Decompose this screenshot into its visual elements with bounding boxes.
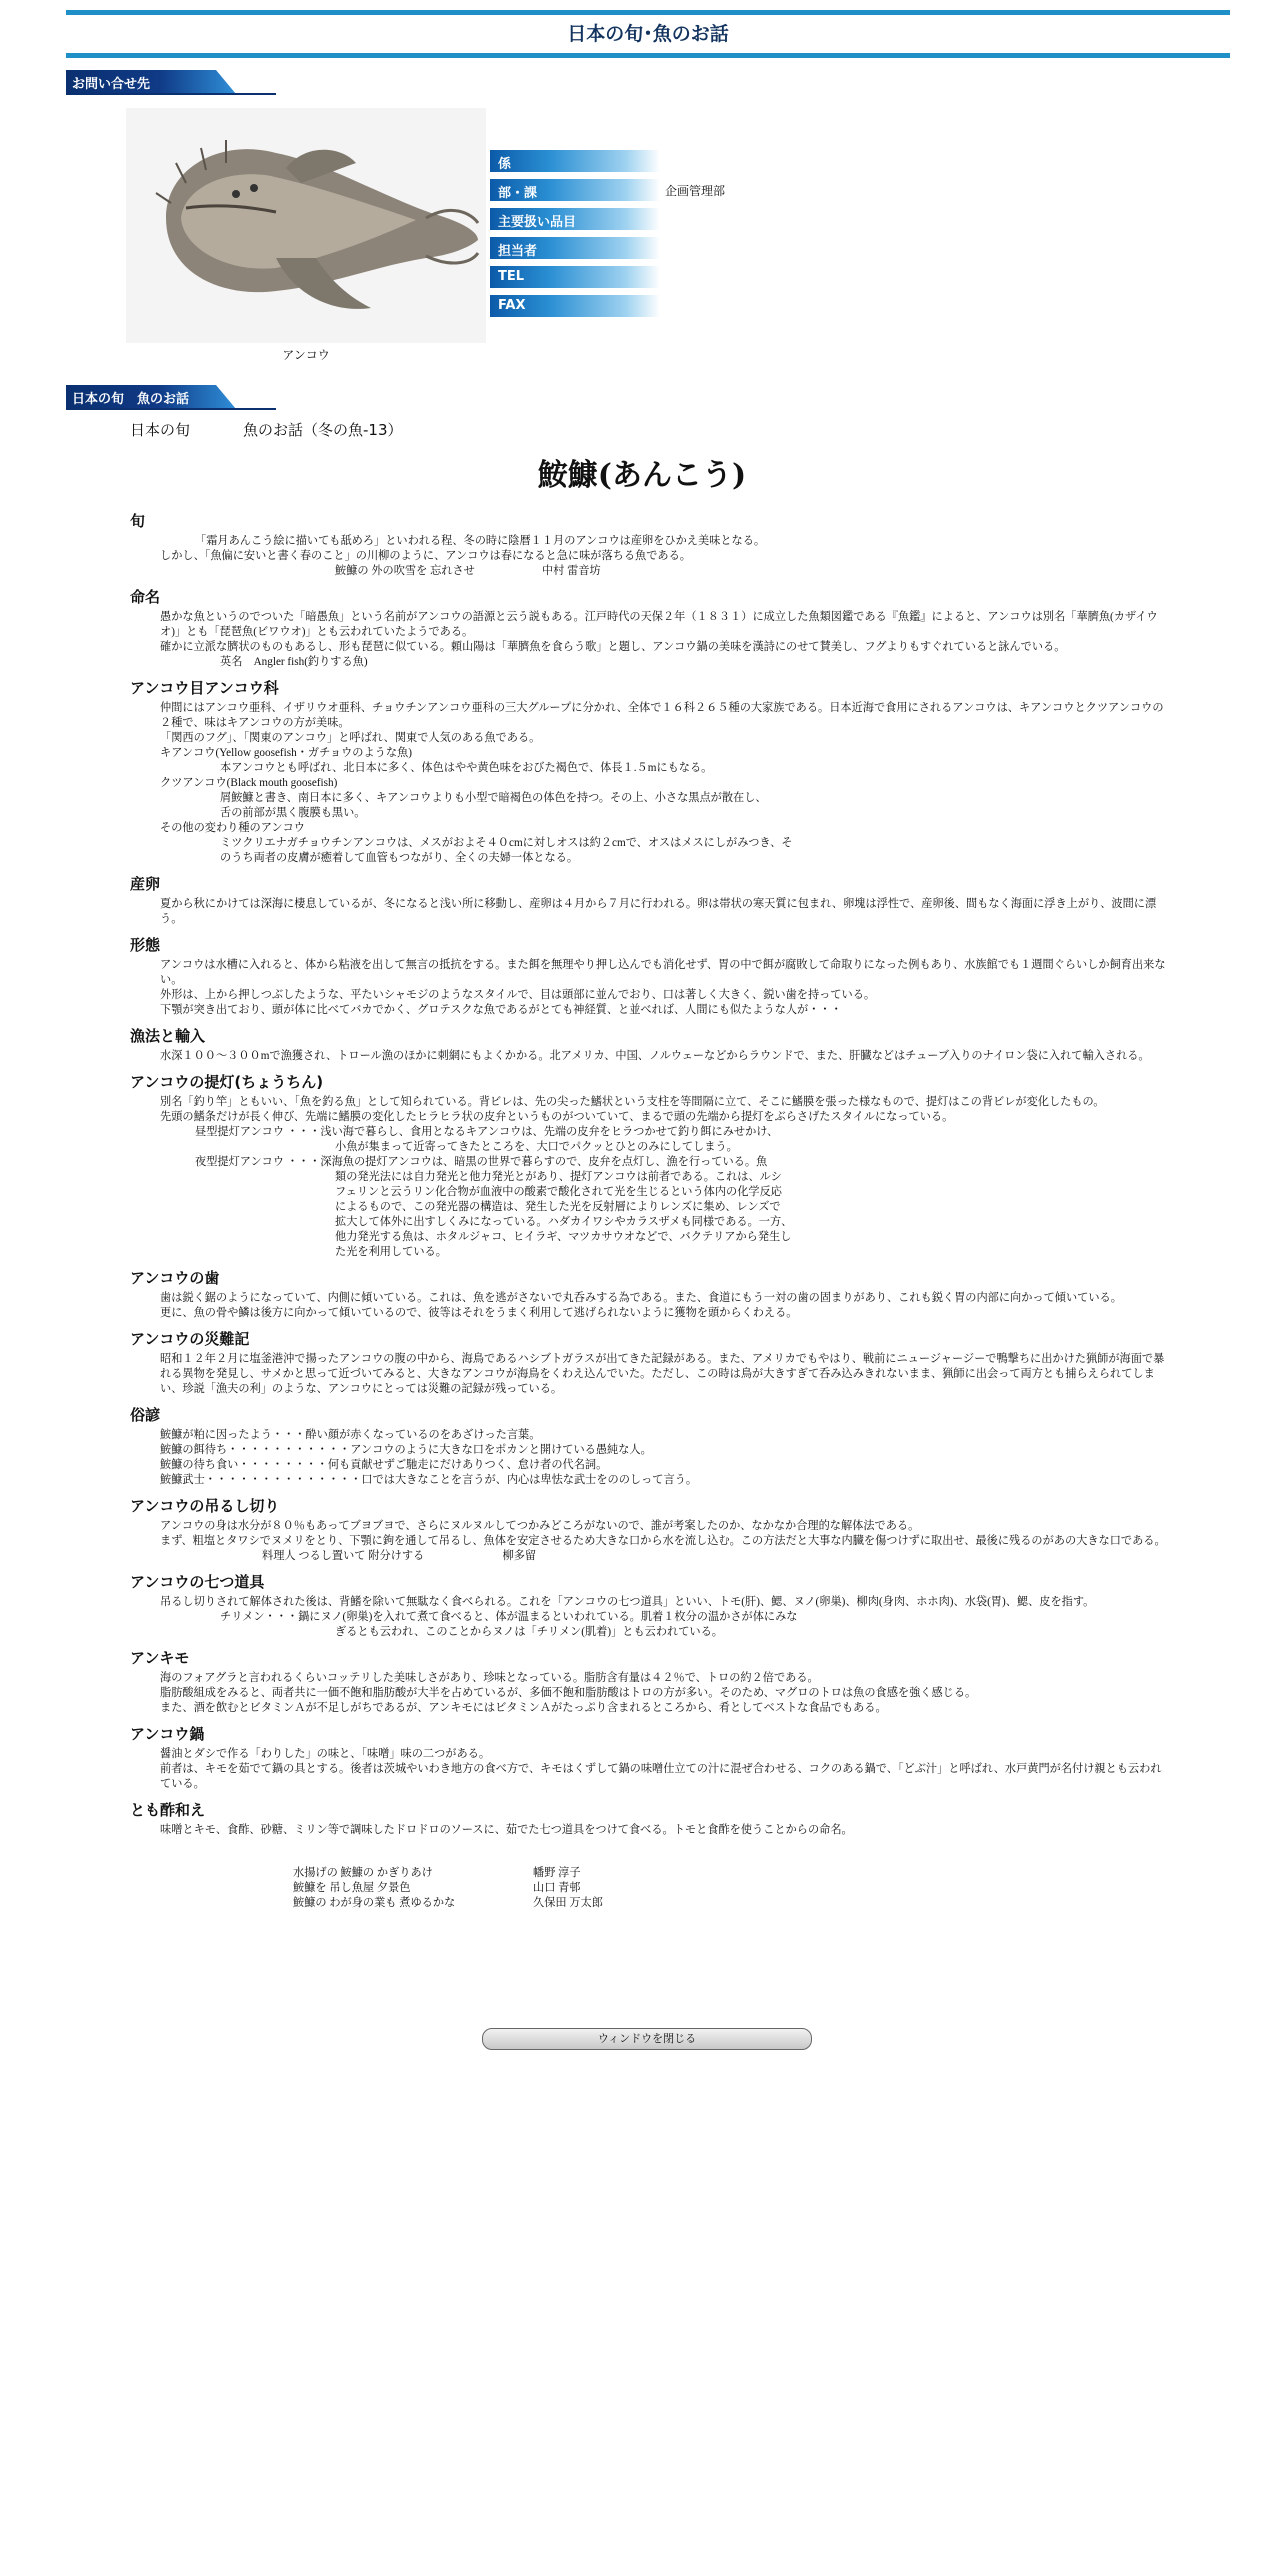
section-line: 前者は、キモを茹でて鍋の具とする。後者は茨城やいわき地方の食べ方で、キモはくずして鍋の味噌仕立ての汁に混ぜ合わせる、コクのある鍋で、「どぶ汁」と呼ばれ、水戸黄門が名付け親とも云われている。 (160, 1763, 1162, 1790)
section-line: 類の発光法には自力発光と他力発光とがあり、提灯アンコウは前者である。これは、ルシ (335, 1171, 782, 1183)
section-line: のうち両者の皮膚が癒着して血管もつながり、全くの夫婦一体となる。 (220, 852, 579, 864)
haiku-verse: 水揚げの 鮟鱇の かぎりあけ (293, 1867, 433, 1879)
section-heading: アンコウ目アンコウ科 (130, 679, 279, 697)
article-section (130, 1404, 1170, 1488)
section-body (130, 701, 1170, 866)
breadcrumb-subtitle: 魚のお話（冬の魚-13） (243, 421, 403, 439)
section-heading: とも酢和え (130, 1801, 206, 1819)
section-line: 外形は、上から押しつぶしたような、平たいシャモジのようなスタイルで、目は頭部に並んでおり、口は著しく大きく、鋭い歯を持っている。 (160, 989, 876, 1001)
section-line: アンコウの身は水分が８０％もあってブヨブヨで、さらにヌルヌルしてつかみどころがないので、誰が考案したのか、なかなか合理的な解体法である。 (160, 1520, 920, 1532)
section-line: 海のフォアグラと言われるくらいコッテリした美味しさがあり、珍味となっている。脂肪含有量は４２％で、トロの約２倍である。 (160, 1672, 819, 1684)
section-heading: 産卵 (130, 875, 161, 893)
story-tab (66, 385, 276, 409)
contact-field-kakari (490, 150, 660, 172)
article-section (130, 510, 1170, 579)
section-body (130, 534, 1170, 579)
section-line: 更に、魚の骨や鱗は後方に向かって傾いているので、彼等はそれをうまく利用して逃げられないように獲物を頭からくわえる。 (160, 1307, 798, 1319)
field-label: TEL (498, 269, 525, 284)
section-line: アンコウは水槽に入れると、体から粘液を出して無言の抵抗をする。また餌を無理やり押し込んでも消化せず、胃の中で餌が腐敗して命取りになった例もあり、水族館でも１週間ぐらいしか飼育出来ない。 (160, 959, 1166, 986)
article-section (130, 586, 1170, 670)
article-section (130, 1267, 1170, 1321)
section-heading: 俗諺 (130, 1406, 161, 1424)
section-heading: アンキモ (130, 1649, 190, 1667)
section-heading: 命名 (130, 588, 161, 606)
section-line: クツアンコウ(Black mouth goosefish) (160, 777, 338, 789)
section-body (130, 1428, 1170, 1488)
section-line: まず、粗塩とタワシでヌメリをとり、下顎に鉤を通して吊るし、魚体を安定させるため大きな口から水を流し込む。この方法だと大事な内臓を傷つけずに取出せ、最後に残るのがあの大きな口である。 (160, 1535, 1166, 1547)
section-line: によるもので、この発光器の構造は、発生した光を反射層によりレンズに集め、レンズで (335, 1201, 781, 1213)
haiku-row (293, 1896, 1170, 1911)
haiku-author: 幡野 淳子 (533, 1867, 581, 1879)
section-heading: アンコウの提灯(ちょうちん) (130, 1073, 324, 1091)
field-label: 係 (498, 157, 512, 172)
section-line: 愚かな魚というのでついた「暗愚魚」という名前がアンコウの語源と云う説もある。江戸時代の天保２年（１８３１）に成立した魚類図鑑である『魚鑑』によると、アンコウは別名「華臍魚(カザイウオ)」とも「琵琶魚(ビワウオ)」とも云われていたようである。 (160, 611, 1158, 638)
section-body (130, 1352, 1170, 1397)
haiku-verse: 鮟鱇を 吊し魚屋 夕景色 (293, 1882, 411, 1894)
section-line: しかし、「魚偏に安いと書く春のこと」の川柳のように、アンコウは春になると急に味が落ちる魚である。 (160, 550, 691, 562)
page-header-title: 日本の旬･魚のお話 (567, 23, 729, 45)
section-line: 料理人 つるし置いて 附分けする 柳多留 (262, 1550, 537, 1562)
article-section (130, 1071, 1170, 1260)
section-heading: 漁法と輸入 (130, 1027, 206, 1045)
section-line: フェリンと云うリン化合物が血液中の酸素で酸化されて光を生じるという体内の化学反応 (335, 1186, 782, 1198)
contact-field-fax (490, 295, 660, 317)
field-label: FAX (498, 298, 526, 313)
section-line: 水深１００～３００mで漁獲され、トロール漁のほかに刺網にもよくかかる。北アメリカ、中国、ノルウェーなどからラウンドで、また、肝臓などはチューブ入りのナイロン袋に入れて輸入される。 (160, 1050, 1150, 1062)
section-heading: アンコウの災難記 (130, 1330, 250, 1348)
section-body (130, 1595, 1170, 1640)
section-line: 鮟鱇武士・・・・・・・・・・・・・・口では大きなことを言うが、内心は卑怯な武士をののしって言う。 (160, 1474, 698, 1486)
article-body (130, 503, 1170, 1911)
section-line: 鮟鱇の待ち食い・・・・・・・・何も貢献せずご馳走にだけありつく、怠け者の代名詞。 (160, 1459, 608, 1471)
section-line: 鮟鱇が粕に因ったよう・・・酔い顔が赤くなっているのをあざけった言葉。 (160, 1429, 541, 1441)
article-section (130, 1571, 1170, 1640)
section-line: チリメン・・・鍋にヌノ(卵巣)を入れて煮て食べると、体が温まるといわれている。肌着１枚分の温かさが体にみな (220, 1611, 798, 1623)
section-line: 夏から秋にかけては深海に棲息しているが、冬になると浅い所に移動し、産卵は４月から７月に行われる。卵は帯状の寒天質に包まれ、卵塊は浮性で、産卵後、間もなく海面に浮き上がり、波間に漂う。 (160, 898, 1157, 925)
section-heading: アンコウの歯 (130, 1269, 220, 1287)
section-line: ぎるとも云われ、このことからヌノは「チリメン(肌着)」とも云われている。 (335, 1626, 723, 1638)
field-label: 部・課 (498, 186, 538, 201)
haiku-author: 久保田 万太郎 (533, 1897, 603, 1909)
field-label: 担当者 (498, 244, 538, 259)
header-bar (66, 10, 1230, 58)
section-body (130, 1291, 1170, 1321)
breadcrumb-category: 日本の旬 (130, 421, 191, 439)
section-line: 夜型提灯アンコウ ・・・深海魚の提灯アンコウは、暗黒の世界で暮らすので、皮弁を点灯し、漁を行っている。魚 (195, 1156, 768, 1168)
section-line: 鮟鱇の餌待ち・・・・・・・・・・・アンコウのように大きな口をポカンと開けている愚純な人。 (160, 1444, 652, 1456)
article-section (130, 1025, 1170, 1064)
section-line: 英名 Angler fish(釣りする魚) (220, 656, 368, 668)
section-line: キアンコウ(Yellow goosefish・ガチョウのような魚) (160, 747, 412, 759)
section-line: 小魚が集まって近寄ってきたところを、大口でパクッとひとのみにしてしまう。 (335, 1141, 738, 1153)
contact-field-department (490, 179, 660, 201)
anglerfish-photo (126, 108, 486, 343)
section-body (130, 1747, 1170, 1792)
section-line: その他の変わり種のアンコウ (160, 822, 305, 834)
section-line: 下顎が突き出ており、頭が体に比べてバカでかく、グロテスクな魚であるがとても神経質、と並べれば、人間にも似たような人が・・・ (160, 1004, 842, 1016)
haiku-verse: 鮟鱇の わが身の業も 煮ゆるかな (293, 1897, 456, 1909)
article-section (130, 1723, 1170, 1792)
close-window-button[interactable]: ウィンドウを閉じる (482, 2028, 812, 2050)
section-line: 先頭の鰭条だけが長く伸び、先端に鰭膜の変化したヒラヒラ状の皮弁というものがついていて、まるで頭の先端から提灯をぶらさげたスタイルになっている。 (160, 1111, 954, 1123)
haiku-author: 山口 青邨 (533, 1882, 581, 1894)
article-section (130, 873, 1170, 927)
section-line: 味噌とキモ、食酢、砂糖、ミリン等で調味したドロドロのソースに、茹でた七つ道具をつけて食べる。トモと食酢を使うことからの命名。 (160, 1824, 853, 1836)
section-line: また、酒を飲むとビタミンＡが不足しがちであるが、アンキモにはビタミンＡがたっぷり含まれるところから、肴としてベストな食品でもある。 (160, 1702, 887, 1714)
section-line: 「霜月あんこう絵に描いても舐めろ」といわれる程、冬の時に陰暦１１月のアンコウは産卵をひかえ美味となる。 (195, 535, 766, 547)
section-line: た光を利用している。 (335, 1246, 447, 1258)
contact-field-tel (490, 266, 660, 288)
haiku-row (293, 1866, 1170, 1881)
section-line: 屑鮟鱇と書き、南日本に多く、キアンコウよりも小型で暗褐色の体色を持つ。その上、小さな黒点が散在し、 (220, 792, 767, 804)
section-line: 確かに立派な臍状のものもあるし、形も琵琶に似ている。頼山陽は「華臍魚を食らう歌」と題し、アンコウ鍋の美味を漢詩にのせて賛美し、フグよりもすぐれていると詠んでいる。 (160, 641, 1066, 653)
contact-tab (66, 70, 276, 94)
section-body (130, 1823, 1170, 1838)
article-section (130, 934, 1170, 1018)
section-line: 鮟鱇の 外の吹雪を 忘れさせ 中村 雷音坊 (335, 565, 601, 577)
story-tab-label: 日本の旬 魚のお話 (72, 392, 190, 407)
section-heading: 旬 (130, 512, 146, 530)
section-body (130, 1519, 1170, 1564)
section-heading: アンコウ鍋 (130, 1725, 205, 1743)
field-label: 主要扱い品目 (498, 215, 577, 230)
section-line: 吊るし切りされて解体された後は、背鰭を除いて無駄なく食べられる。これを「アンコウの七つ道具」といい、トモ(肝)、鰓、ヌノ(卵巣)、柳肉(身肉、ホホ肉)、水袋(胃)、鰓、皮を指す。 (160, 1596, 1095, 1608)
article-section (130, 1495, 1170, 1564)
section-line: 昼型提灯アンコウ ・・・浅い海で暮らし、食用となるキアンコウは、先端の皮弁をヒラつかせて釣り餌にみせかけ、 (195, 1126, 779, 1138)
contact-field-items (490, 208, 660, 230)
section-heading: アンコウの吊るし切り (130, 1497, 280, 1515)
article-section (130, 1328, 1170, 1397)
haiku-row (293, 1881, 1170, 1896)
contact-field-person (490, 237, 660, 259)
section-line: 本アンコウとも呼ばれ、北日本に多く、体色はやや黄色味をおびた褐色で、体長１.５mにもなる。 (220, 762, 713, 774)
section-line: 他力発光する魚は、ホタルジャコ、ヒイラギ、マツカサウオなどで、バクテリアから発生し (335, 1231, 792, 1243)
section-body (130, 958, 1170, 1018)
section-line: 「関西のフグ」、「関東のアンコウ」と呼ばれ、関東で人気のある魚である。 (160, 732, 541, 744)
section-body (130, 1049, 1170, 1064)
section-body (130, 1095, 1170, 1260)
section-line: 歯は鋭く鋸のようになっていて、内側に傾いている。これは、魚を逃がさないで丸呑みする為である。また、食道にもう一対の歯の固まりがあり、これも鋭く胃の内部に向かって傾いている。 (160, 1292, 1122, 1304)
section-line: 醤油とダシで作る「わりした」の味と、「味噌」味の二つがある。 (160, 1748, 491, 1760)
article-section (130, 1647, 1170, 1716)
section-heading: アンコウの七つ道具 (130, 1573, 265, 1591)
section-body (130, 897, 1170, 927)
section-line: 拡大して体外に出すしくみになっている。ハダカイワシやカラスザメも同様である。一方、 (335, 1216, 793, 1228)
article-section (130, 1799, 1170, 1838)
photo-caption: アンコウ (282, 348, 330, 362)
article-title: 鮟鱇(あんこう) (537, 458, 747, 493)
section-line: 舌の前部が黒く腹膜も黒い。 (220, 807, 366, 819)
section-line: 脂肪酸組成をみると、両者共に一価不飽和脂肪酸が大半を占めているが、多価不飽和脂肪酸はトロの方が多い。そのため、マグロのトロは魚の食感を強く感じる。 (160, 1687, 977, 1699)
section-line: ミツクリエナガチョウチンアンコウは、メスがおよそ４０cmに対しオスは約２cmで、オスはメスにしがみつき、そ (220, 837, 793, 849)
contact-tab-label: お問い合せ先 (72, 77, 151, 92)
section-line: 昭和１２年２月に塩釜港沖で揚ったアンコウの腹の中から、海鳥であるハシブトガラスが出てきた記録がある。また、アメリカでもやはり、戦前にニュージャージーで鴨撃ちに出かけた猟師が海面で暴れる異物を発見し、サメかと思って近づいてみると、大きなアンコウが海鳥をくわえ込んでいた。ただし、この時は鳥が大きすぎて呑み込みきれないまま、猟師に出会って両方とも捕らえられてしまい、珍説「漁夫の利」のような、アンコウにとっては災難の記録が残っている。 (160, 1353, 1165, 1395)
section-line: 仲間にはアンコウ亜科、イザリウオ亜科、チョウチンアンコウ亜科の三大グループに分かれ、全体で１６科２６５種の大家族である。日本近海で食用にされるアンコウは、キアンコウとクツアンコウの２種で、味はキアンコウの方が美味。 (160, 702, 1164, 729)
section-line: 別名「釣り竿」ともいい、「魚を釣る魚」として知られている。背ビレは、先の尖った鰭状という支柱を等間隔に立て、そこに鰭膜を張った様なもので、提灯はこの背ビレが変化したもの。 (160, 1096, 1105, 1108)
field-value-department: 企画管理部 (665, 184, 726, 198)
section-body (130, 610, 1170, 670)
haiku-list (130, 1866, 1170, 1911)
section-body (130, 1671, 1170, 1716)
section-heading: 形態 (130, 936, 161, 954)
article-section (130, 677, 1170, 866)
